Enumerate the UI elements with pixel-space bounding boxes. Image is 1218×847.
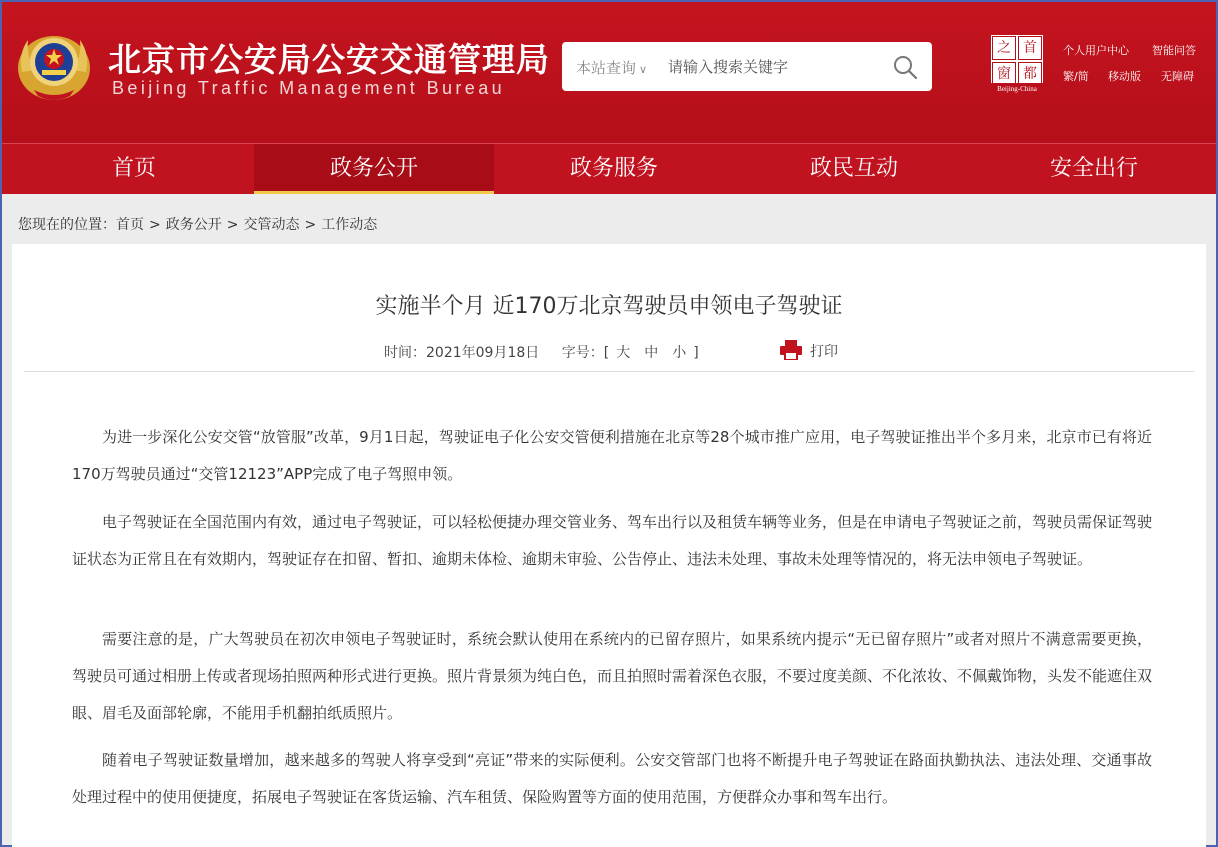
- nav-item-gov-services[interactable]: 政务服务: [569, 156, 658, 181]
- accessibility-link[interactable]: 无障碍: [1161, 70, 1194, 83]
- article-paragraph: 随着电子驾驶证数量增加，越来越多的驾驶人将享受到“亮证”带来的实际便利。公安交管部门也将不断提升电子驾驶证在路面执勤执法、违法处理、交通事故处理过程中的使用便捷度，拓展电子驾驶证在客货运输、汽车租赁、保险购置等方面的使用范围，方便群众办事和驾车出行。: [72, 751, 1152, 806]
- breadcrumb-separator: >: [226, 217, 239, 233]
- site-title: 北京市公安局公安交通管理局: [108, 40, 550, 79]
- title-divider: [24, 371, 1194, 372]
- time-label: 时间：: [384, 345, 426, 361]
- chevron-down-icon: ∨: [639, 63, 648, 76]
- print-button[interactable]: [780, 340, 838, 361]
- capital-logo-char: 首: [1018, 36, 1042, 60]
- capital-logo-char: 窗: [992, 62, 1016, 86]
- bracket-close: ]: [693, 345, 699, 361]
- site-subtitle: Beijing Traffic Management Bureau: [112, 78, 506, 98]
- capital-logo-char: 之: [992, 36, 1016, 60]
- article: [12, 244, 1206, 847]
- article-meta: [384, 342, 699, 362]
- personal-center-link[interactable]: 个人用户中心: [1063, 44, 1129, 57]
- breadcrumb-separator: >: [149, 217, 161, 233]
- main-nav: [2, 143, 1216, 194]
- font-size-small-button[interactable]: 小: [672, 345, 687, 361]
- search-box: [562, 42, 932, 91]
- breadcrumb-item-home[interactable]: 首页: [116, 217, 144, 233]
- nav-item-safe-travel[interactable]: 安全出行: [1049, 156, 1138, 181]
- nav-item-interaction[interactable]: 政民互动: [809, 156, 898, 181]
- font-size-large-button[interactable]: 大: [616, 345, 631, 361]
- breadcrumb: [2, 194, 1216, 244]
- capital-logo-char: 都: [1018, 62, 1042, 86]
- font-size-label: 字号：: [561, 345, 604, 361]
- capital-window-logo[interactable]: [989, 35, 1045, 95]
- breadcrumb-item-work-news[interactable]: 工作动态: [321, 217, 378, 233]
- capital-logo-caption: Beijing-China: [997, 85, 1037, 93]
- capital-window-logo-mark: [991, 35, 1043, 83]
- article-paragraph: 需要注意的是，广大驾驶员在初次申领电子驾驶证时，系统会默认使用在系统内的已留存照片，如果系统内提示“无已留存照片”或者对照片不满意需要更换，驾驶员可通过相册上传或者现场拍照两种形式进行更换。照片背景须为纯白色，而且拍照时需着深色衣服，不要过度美颜、不化浓妆、不佩戴饰物，头发不能遮住双眼、眉毛及面部轮廓，不能用手机翻拍纸质照片。: [72, 630, 1153, 722]
- font-size-medium-button[interactable]: 中: [644, 345, 659, 361]
- police-emblem-icon[interactable]: [14, 24, 94, 104]
- mobile-version-link[interactable]: 移动版: [1108, 70, 1141, 83]
- site-header: [2, 2, 1216, 143]
- print-label: 打印: [810, 344, 838, 360]
- breadcrumb-item-traffic-news[interactable]: 交管动态: [243, 217, 300, 233]
- trad-simp-toggle[interactable]: 繁/简: [1063, 70, 1089, 83]
- breadcrumb-prefix: 您现在的位置：: [18, 217, 116, 233]
- search-input[interactable]: [668, 50, 878, 83]
- printer-icon: [780, 340, 802, 360]
- breadcrumb-item-gov-affairs[interactable]: 政务公开: [165, 217, 222, 233]
- article-date: 2021年09月18日: [426, 345, 540, 361]
- bracket-open: [: [603, 345, 610, 361]
- search-scope-select[interactable]: [576, 57, 647, 78]
- article-title: 实施半个月 近170万北京驾驶员申领电子驾驶证: [375, 294, 843, 319]
- search-icon[interactable]: [892, 54, 918, 80]
- smart-qa-link[interactable]: 智能问答: [1152, 44, 1196, 57]
- nav-item-home[interactable]: 首页: [111, 156, 156, 181]
- search-scope-label: 本站查询: [576, 59, 637, 77]
- nav-item-gov-affairs[interactable]: 政务公开: [254, 144, 494, 194]
- breadcrumb-separator: >: [304, 217, 317, 233]
- article-paragraph: 电子驾驶证在全国范围内有效，通过电子驾驶证，可以轻松便捷办理交管业务、驾车出行以及租赁车辆等业务，但是在申请电子驾驶证之前，驾驶员需保证驾驶证状态为正常且在有效期内，驾驶证存在扣留、暂扣、逾期未体检、逾期未审验、公告停止、违法未处理、事故未处理等情况的，将无法申领电子驾驶证。: [72, 513, 1153, 568]
- article-paragraph: 为进一步深化公安交管“放管服”改革，9月1日起，驾驶证电子化公安交管便利措施在北京等28个城市推广应用，电子驾驶证推出半个多月来，北京市已有将近170万驾驶员通过“交管12123”APP完成了电子驾照申领。: [72, 428, 1152, 483]
